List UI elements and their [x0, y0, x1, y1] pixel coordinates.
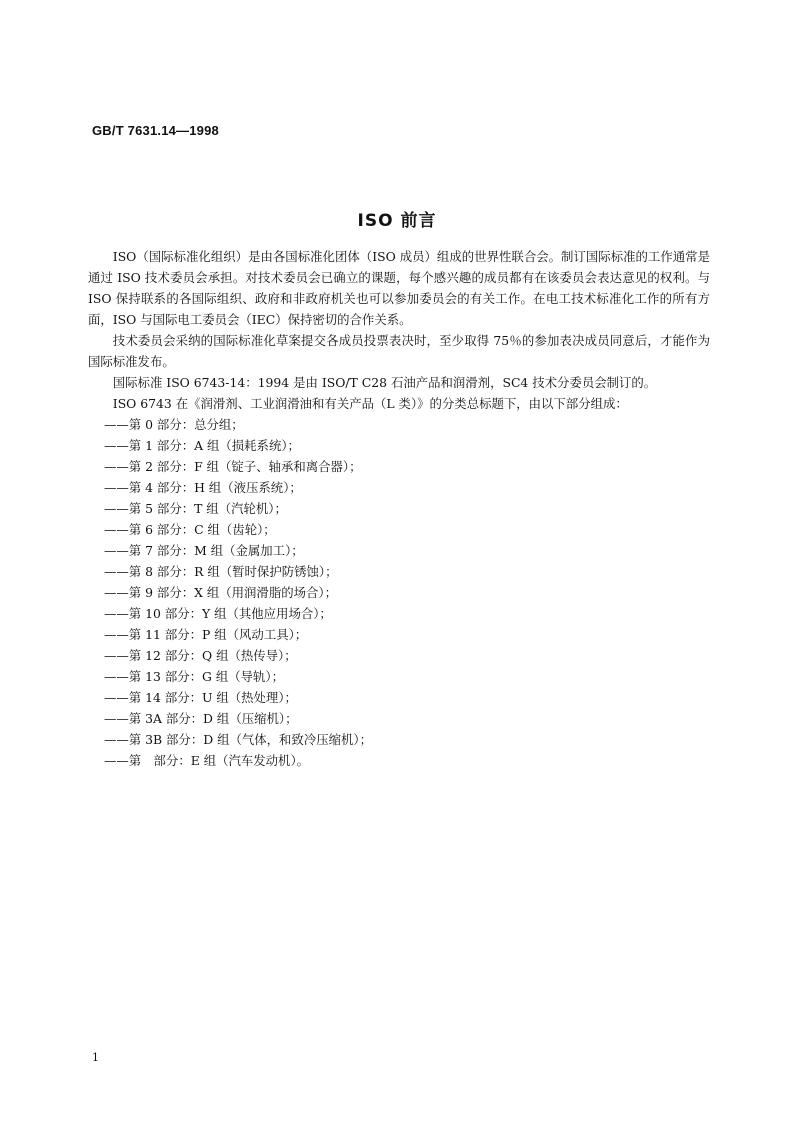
parts-list: [88, 414, 710, 771]
list-item: ——第 9 部分：X 组（用润滑脂的场合）；: [104, 585, 337, 600]
list-item: ——第 1 部分：A 组（损耗系统）；: [104, 438, 300, 453]
list-item: ——第 8 部分：R 组（暂时保护防锈蚀）；: [104, 564, 338, 579]
list-item: ——第 7 部分：M 组（金属加工）；: [104, 543, 304, 558]
list-item: ——第 3A 部分：D 组（压缩机）；: [104, 711, 298, 726]
document-code: GB/T 7631.14—1998: [92, 123, 219, 138]
list-item: ——第 2 部分：F 组（锭子、轴承和离合器）；: [104, 459, 362, 474]
page-number: 1: [92, 1051, 99, 1064]
page-title: ISO 前言: [357, 211, 437, 231]
paragraph-standard-origin: 国际标准 ISO 6743-14：1994 是由 ISO/T C28 石油产品和润滑剂，SC4 技术分委员会制订的。: [112, 375, 657, 390]
list-item: ——第 5 部分：T 组（汽轮机）；: [104, 501, 287, 516]
list-item: ——第 3B 部分：D 组（气体，和致冷压缩机）；: [104, 732, 372, 747]
list-item: ——第 14 部分：U 组（热处理）；: [104, 690, 297, 705]
list-item: ——第 0 部分：总分组；: [104, 417, 244, 432]
list-item: ——第 部分：E 组（汽车发动机）。: [104, 753, 310, 768]
body-content: [88, 246, 710, 771]
list-item: ——第 11 部分：P 组（风动工具）；: [104, 627, 308, 642]
list-item: ——第 4 部分：H 组（液压系统）；: [104, 480, 302, 495]
paragraph-voting: 技术委员会采纳的国际标准化草案提交各成员投票表决时，至少取得 75％的参加表决成员同意后，才能作为国际标准发布。: [88, 333, 710, 369]
list-item: ——第 6 部分：C 组（齿轮）；: [104, 522, 276, 537]
paragraph-parts-intro: ISO 6743 在《润滑剂、工业润滑油和有关产品（L 类）》的分类总标题下，由以下部分组成：: [112, 396, 628, 411]
list-item: ——第 12 部分：Q 组（热传导）；: [104, 648, 297, 663]
paragraph-iso-intro: ISO（国际标准化组织）是由各国标准化团体（ISO 成员）组成的世界性联合会。制订国际标准的工作通常是通过 ISO 技术委员会承担。对技术委员会已确立的课题，每个感兴趣的成员都有在该委员会表达意见的权利。与 ISO 保持联系的各国际组织、政府和非政府机关也可以参加委员会的有关工作。在电工技术标准化工作的所有方面，ISO 与国际电工委员会（IEC）保持密切的合作关系。: [88, 249, 710, 327]
list-item: ——第 13 部分：G 组（导轨）；: [104, 669, 284, 684]
list-item: ——第 10 部分：Y 组（其他应用场合）；: [104, 606, 332, 621]
